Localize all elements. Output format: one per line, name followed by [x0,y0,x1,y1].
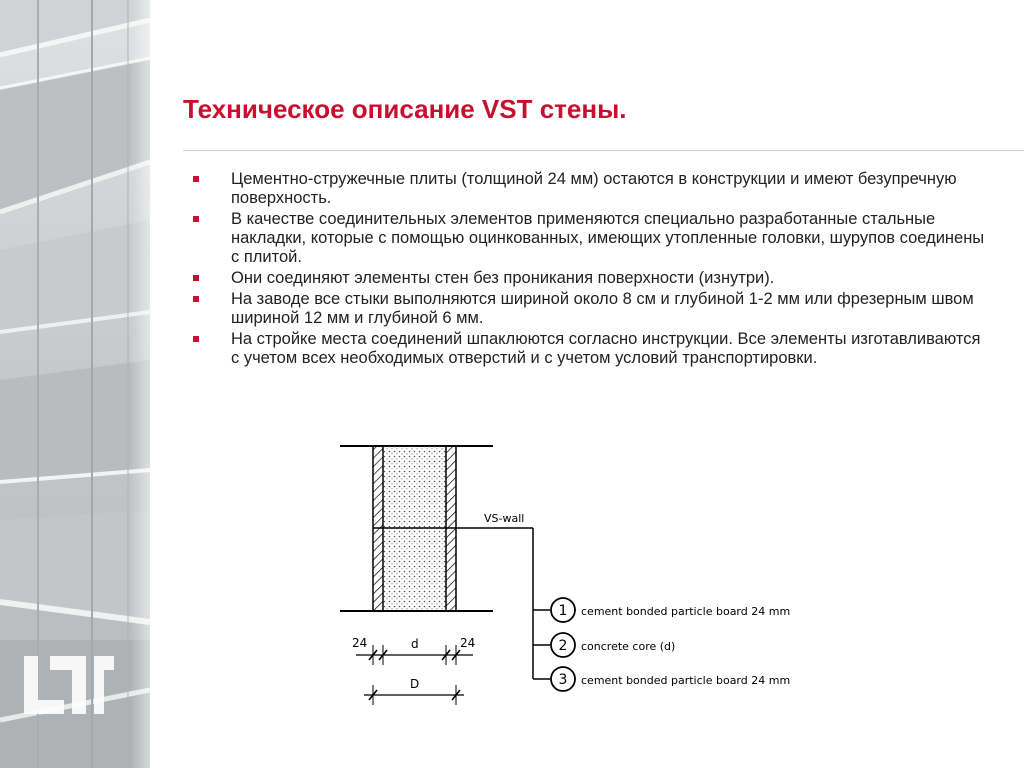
dim-label-total: D [410,677,420,691]
bullet-marker-icon [193,336,199,342]
dim-label-right: 24 [460,636,476,650]
bullet-text: Цементно-стружечные плиты (толщиной 24 мм) остаются в конструкции и имеют безупречную поверхность. [231,170,957,207]
callout-number-1: 1 [558,603,568,619]
callout-text-3: cement bonded particle board 24 mm [581,674,791,687]
photo-fade [130,0,170,768]
bullet-item [193,269,993,288]
callout-number-3: 3 [558,672,568,688]
bullet-marker-icon [193,296,199,302]
bullet-list [193,170,993,370]
bullet-item [193,290,993,328]
bullet-item [193,170,993,208]
callout-text-2: concrete core (d) [581,640,676,653]
bullet-item [193,330,993,368]
bullet-marker-icon [193,216,199,222]
bullet-text: Они соединяют элементы стен без проникания поверхности (изнутри). [231,269,775,287]
decorative-wall-photo [0,0,150,768]
bullet-marker-icon [193,275,199,281]
callout-number-2: 2 [558,638,568,654]
bullet-marker-icon [193,176,199,182]
title-divider [183,150,1024,151]
callout-text-1: cement bonded particle board 24 mm [581,605,791,618]
wall-section-diagram [328,435,824,713]
bullet-text: На заводе все стыки выполняются шириной около 8 см и глубиной 1-2 мм или фрезерным швом шириной 12 мм и глубиной 6 мм. [231,290,974,327]
dim-label-left: 24 [352,636,368,650]
bullet-text: В качестве соединительных элементов применяются специально разработанные стальные накладки, которые с помощью оцинкованных, имеющих утопленные головки, шурупов соединены с плитой. [231,210,985,266]
dim-label-middle: d [411,637,419,651]
wall-label: VS-wall [484,512,525,525]
bullet-text: На стройке места соединений шпаклюются согласно инструкции. Все элементы изготавливаются с учетом всех необходимых отверстий и с учетом условий транспортировки. [231,330,981,367]
bullet-item [193,210,993,267]
slide-title: Техническое описание VST стены. [183,94,627,124]
